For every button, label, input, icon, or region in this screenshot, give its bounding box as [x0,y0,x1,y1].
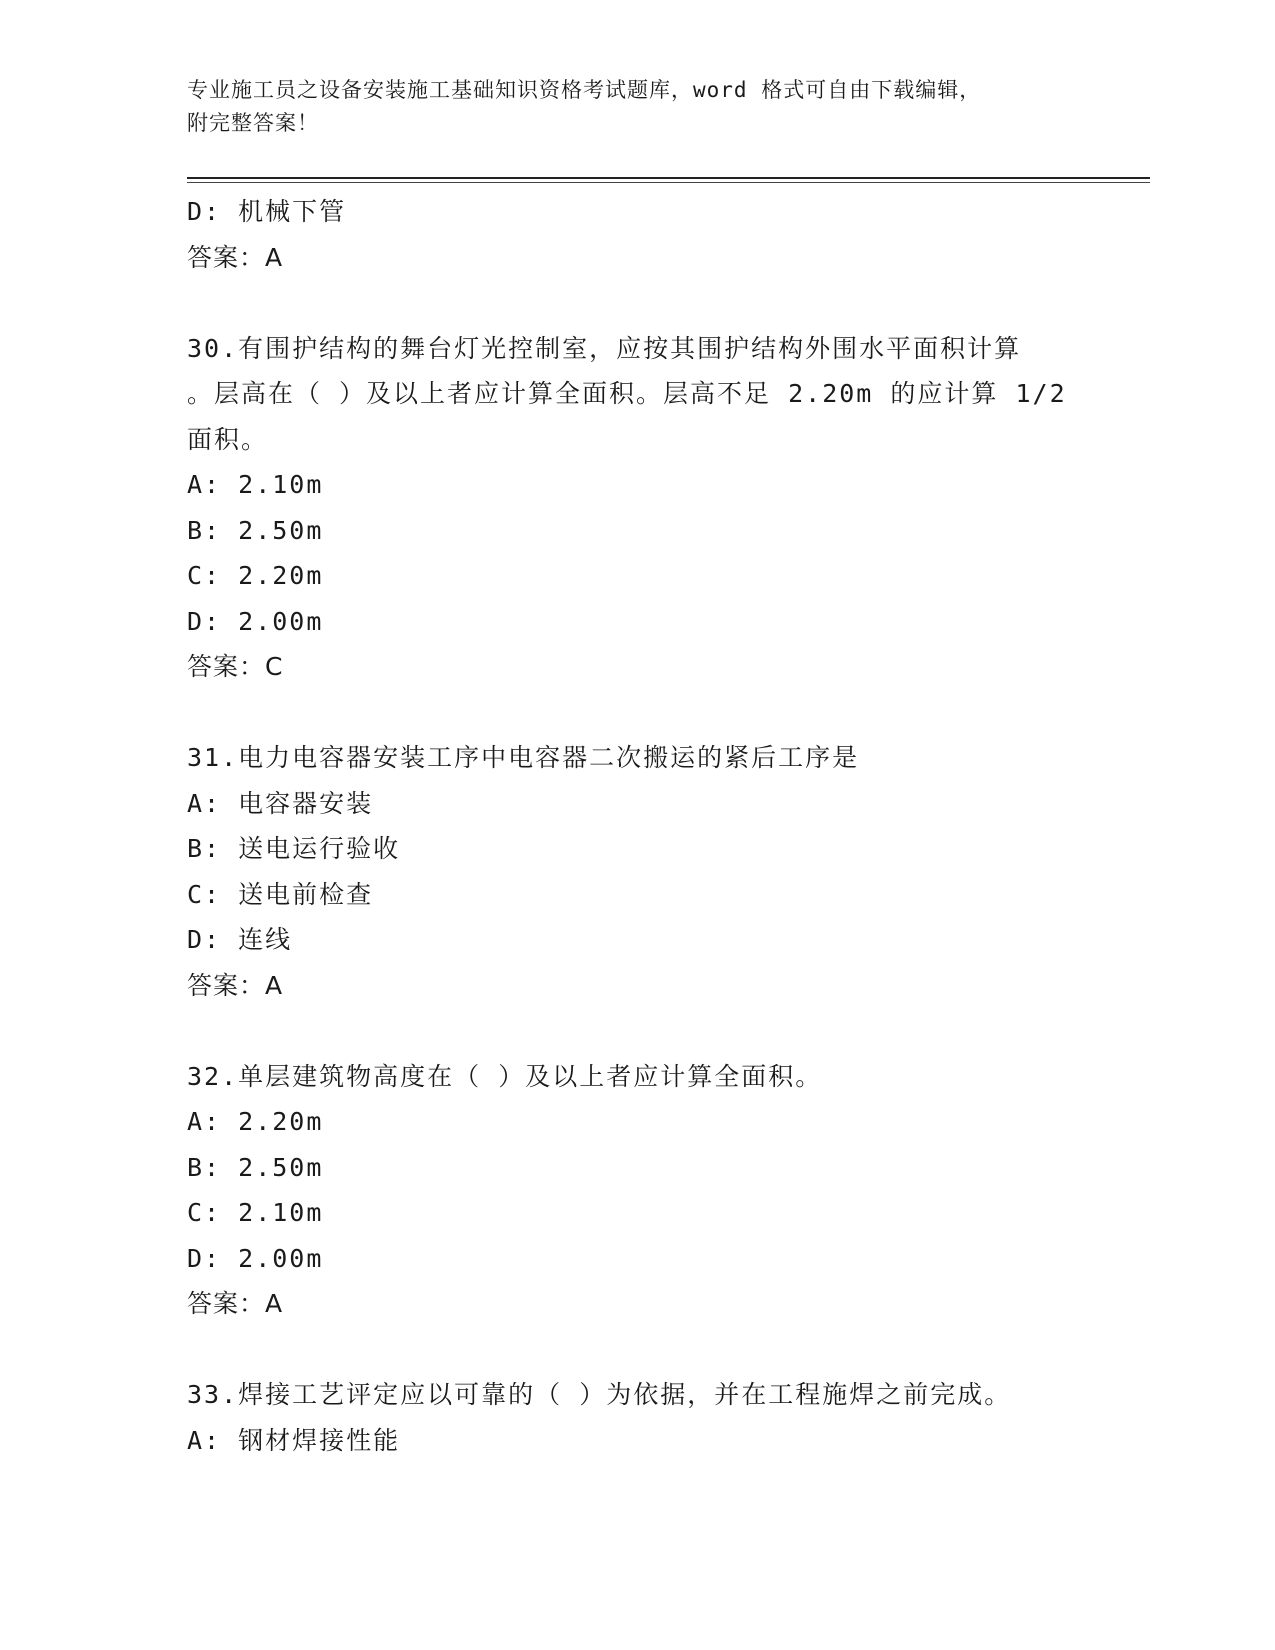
spacer [187,1008,1087,1054]
question-32 [187,1054,1087,1327]
option-b: B: 2.50m [187,515,324,545]
option-d: D: 2.00m [187,1243,324,1273]
header-divider-thin [187,182,1150,183]
question-33 [187,1372,1087,1463]
option-b: B: 送电运行验收 [187,834,401,863]
answer-line: 答案：A [187,242,284,272]
question-stem-line: 。层高在（ ）及以上者应计算全面积。层高不足 2.20m 的应计算 1/2 [187,379,1067,408]
spacer [187,690,1087,736]
option-c: C: 2.10m [187,1198,324,1227]
option-d: D: 连线 [187,925,293,954]
question-31 [187,735,1087,1008]
answer-line: 答案：A [187,970,284,1000]
answer-line: 答案：A [187,1289,284,1318]
header-line-1: 专业施工员之设备安装施工基础知识资格考试题库，word 格式可自由下载编辑， [187,78,982,102]
previous-question-tail [187,189,1087,280]
option-a: A: 钢材焊接性能 [187,1425,401,1455]
option-a: A: 电容器安装 [187,788,374,818]
option-b: B: 2.50m [187,1152,324,1182]
option-a: A: 2.20m [187,1107,324,1136]
option-c: C: 送电前检查 [187,879,374,909]
question-stem-line: 32.单层建筑物高度在（ ）及以上者应计算全面积。 [187,1061,823,1091]
spacer [187,280,1087,326]
question-stem-line: 面积。 [187,424,269,454]
header-line-2: 附完整答案！ [187,111,319,135]
option-c: C: 2.20m [187,561,324,590]
spacer [187,1327,1087,1373]
page-header [187,74,1067,140]
question-stem-line: 30.有围护结构的舞台灯光控制室，应按其围护结构外围水平面积计算 [187,333,1022,363]
header-divider-thick [187,177,1150,179]
option-d: D: 机械下管 [187,197,347,226]
answer-line: 答案：C [187,652,284,681]
question-30 [187,326,1087,690]
question-stem-line: 33.焊接工艺评定应以可靠的（ ）为依据，并在工程施焊之前完成。 [187,1380,1012,1409]
option-d: D: 2.00m [187,606,324,636]
question-content [187,189,1087,1463]
question-stem-line: 31.电力电容器安装工序中电容器二次搬运的紧后工序是 [187,743,860,772]
option-a: A: 2.10m [187,470,324,499]
